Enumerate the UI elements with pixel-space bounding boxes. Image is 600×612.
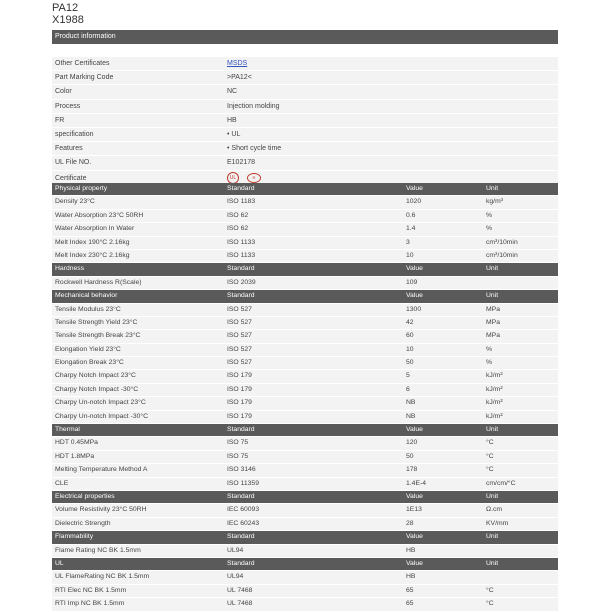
property-value: 1.4E-4 bbox=[406, 479, 427, 487]
property-name: Elongation Yield 23°C bbox=[55, 345, 121, 353]
info-value: • UL bbox=[227, 130, 241, 138]
property-standard: ISO 527 bbox=[227, 359, 252, 367]
property-unit: kJ/m² bbox=[486, 412, 503, 420]
section-header bbox=[52, 183, 558, 196]
table-row bbox=[52, 571, 558, 584]
property-value: 65 bbox=[406, 586, 414, 594]
material-name: PA12 bbox=[52, 2, 79, 14]
table-row bbox=[52, 317, 558, 330]
property-standard: UL 7468 bbox=[227, 600, 253, 608]
table-row bbox=[52, 504, 558, 517]
table-row bbox=[52, 210, 558, 223]
property-standard: ISO 179 bbox=[227, 412, 252, 420]
info-row bbox=[52, 142, 558, 156]
table-row bbox=[52, 518, 558, 531]
property-standard: IEC 60243 bbox=[227, 519, 260, 527]
info-row bbox=[52, 85, 558, 99]
property-value: 10 bbox=[406, 251, 414, 259]
property-standard: ISO 527 bbox=[227, 305, 252, 313]
property-unit: kJ/m² bbox=[486, 399, 503, 407]
section-title: Electrical properties bbox=[55, 492, 115, 500]
property-value: 65 bbox=[406, 600, 414, 608]
property-unit: °C bbox=[486, 466, 494, 474]
property-value: 50 bbox=[406, 452, 414, 460]
property-name: Rockwell Hardness R(Scale) bbox=[55, 278, 142, 286]
property-name: CLE bbox=[55, 479, 69, 487]
column-standard: Standard bbox=[227, 533, 255, 541]
info-row bbox=[52, 71, 558, 85]
table-row bbox=[52, 196, 558, 209]
section-title: UL bbox=[55, 559, 64, 567]
property-standard: ISO 3146 bbox=[227, 466, 256, 474]
info-key: Process bbox=[55, 102, 81, 110]
property-standard: ISO 2039 bbox=[227, 278, 256, 286]
property-standard: ISO 1183 bbox=[227, 198, 256, 206]
property-standard: ISO 179 bbox=[227, 372, 252, 380]
section-title: Thermal bbox=[55, 426, 80, 434]
section-title: Flammability bbox=[55, 533, 94, 541]
property-standard: ISO 527 bbox=[227, 332, 252, 340]
column-value: Value bbox=[406, 426, 423, 434]
info-key: FR bbox=[55, 116, 65, 124]
property-unit: % bbox=[486, 225, 493, 233]
column-unit: Unit bbox=[486, 533, 499, 541]
property-unit: % bbox=[486, 359, 493, 367]
property-name: Tensile Strength Yield 23°C bbox=[55, 318, 138, 326]
table-row bbox=[52, 545, 558, 558]
column-value: Value bbox=[406, 265, 423, 273]
column-unit: Unit bbox=[486, 265, 499, 273]
table-row bbox=[52, 250, 558, 263]
section-header bbox=[52, 491, 558, 504]
table-row bbox=[52, 357, 558, 370]
property-value: NB bbox=[406, 412, 416, 420]
property-value: 42 bbox=[406, 318, 414, 326]
rohs-cert-icon[interactable]: R bbox=[247, 173, 261, 183]
property-standard: ISO 179 bbox=[227, 385, 252, 393]
property-table bbox=[52, 183, 558, 612]
property-unit: % bbox=[486, 211, 493, 219]
property-unit: °C bbox=[486, 439, 494, 447]
table-row bbox=[52, 330, 558, 343]
property-unit: kJ/m² bbox=[486, 372, 503, 380]
property-standard: IEC 60093 bbox=[227, 506, 260, 514]
property-name: Flame Rating NC BK 1.5mm bbox=[55, 546, 141, 554]
property-name: Elongation Break 23°C bbox=[55, 359, 124, 367]
info-key: Other Certificates bbox=[55, 60, 110, 67]
column-standard: Standard bbox=[227, 265, 255, 273]
info-value: >PA12< bbox=[227, 74, 252, 82]
info-value: Injection molding bbox=[227, 102, 280, 110]
product-title bbox=[52, 2, 84, 26]
section-header bbox=[52, 531, 558, 544]
property-unit: kg/m³ bbox=[486, 198, 503, 206]
column-standard: Standard bbox=[227, 185, 255, 192]
property-unit: °C bbox=[486, 600, 494, 608]
property-unit: cm/cm/°C bbox=[486, 479, 516, 487]
property-value: 109 bbox=[406, 278, 418, 286]
property-name: RTI Elec NC BK 1.5mm bbox=[55, 586, 127, 594]
property-value: 60 bbox=[406, 332, 414, 340]
property-standard: ISO 11359 bbox=[227, 479, 259, 487]
column-standard: Standard bbox=[227, 292, 255, 300]
info-value: E102178 bbox=[227, 159, 256, 167]
info-key: Part Marking Code bbox=[55, 74, 114, 82]
property-value: 28 bbox=[406, 519, 414, 527]
table-row bbox=[52, 384, 558, 397]
property-standard: UL 7468 bbox=[227, 586, 253, 594]
property-name: Water Absorption In Water bbox=[55, 225, 135, 233]
column-standard: Standard bbox=[227, 426, 255, 434]
table-row bbox=[52, 223, 558, 236]
table-row bbox=[52, 451, 558, 464]
property-name: Tensile Strength Break 23°C bbox=[55, 332, 141, 340]
info-row bbox=[52, 128, 558, 142]
property-value: 178 bbox=[406, 466, 418, 474]
property-unit: cm³/10min bbox=[486, 251, 518, 259]
property-name: Melt Index 230°C 2.16kg bbox=[55, 251, 130, 259]
column-unit: Unit bbox=[486, 292, 499, 300]
section-title: Physical property bbox=[55, 185, 108, 192]
property-unit: MPa bbox=[486, 318, 500, 326]
property-standard: ISO 1133 bbox=[227, 251, 256, 259]
property-name: Density 23°C bbox=[55, 198, 95, 206]
property-standard: ISO 75 bbox=[227, 452, 249, 460]
info-row bbox=[52, 57, 558, 71]
property-value: 10 bbox=[406, 345, 414, 353]
property-unit: °C bbox=[486, 452, 494, 460]
property-standard: ISO 62 bbox=[227, 211, 249, 219]
property-name: HDT 0.45MPa bbox=[55, 439, 98, 447]
info-value: NC bbox=[227, 88, 238, 96]
property-name: Tensile Modulus 23°C bbox=[55, 305, 121, 313]
info-value: HB bbox=[227, 116, 237, 124]
info-row bbox=[52, 114, 558, 128]
property-value: 1020 bbox=[406, 198, 422, 206]
property-standard: UL94 bbox=[227, 546, 244, 554]
column-unit: Unit bbox=[486, 185, 499, 192]
property-unit: % bbox=[486, 345, 493, 353]
property-value: 0.6 bbox=[406, 211, 416, 219]
table-row bbox=[52, 277, 558, 290]
property-unit: MPa bbox=[486, 305, 500, 313]
property-value: HB bbox=[406, 573, 416, 581]
info-value: • Short cycle time bbox=[227, 145, 282, 153]
table-row bbox=[52, 304, 558, 317]
section-header bbox=[52, 424, 558, 437]
property-value: 1E13 bbox=[406, 506, 422, 514]
ul-cert-icon[interactable]: UL bbox=[227, 172, 239, 184]
property-name: Charpy Notch Impact -30°C bbox=[55, 385, 139, 393]
property-standard: ISO 527 bbox=[227, 318, 252, 326]
property-name: Charpy Notch Impact 23°C bbox=[55, 372, 136, 380]
property-unit: KV/mm bbox=[486, 519, 509, 527]
property-unit: MPa bbox=[486, 332, 500, 340]
column-value: Value bbox=[406, 185, 423, 192]
msds-link[interactable]: MSDS bbox=[227, 60, 248, 67]
property-name: Dielectric Strength bbox=[55, 519, 111, 527]
property-name: Charpy Un-notch Impact -30°C bbox=[55, 412, 149, 420]
column-unit: Unit bbox=[486, 492, 499, 500]
section-title: Hardness bbox=[55, 265, 85, 273]
property-name: Water Absorption 23°C 50RH bbox=[55, 211, 144, 219]
section-header bbox=[52, 263, 558, 276]
property-value: 5 bbox=[406, 372, 410, 380]
property-standard: UL94 bbox=[227, 573, 244, 581]
column-value: Value bbox=[406, 492, 423, 500]
property-unit: °C bbox=[486, 586, 494, 594]
property-name: UL FlameRating NC BK 1.5mm bbox=[55, 573, 150, 581]
table-row bbox=[52, 478, 558, 491]
section-title: Mechanical behavior bbox=[55, 292, 118, 300]
info-key: Certificate bbox=[55, 174, 87, 182]
property-name: Melt Index 190°C 2.16kg bbox=[55, 238, 130, 246]
property-name: RTI Imp NC BK 1.5mm bbox=[55, 600, 125, 608]
product-info-table bbox=[52, 57, 558, 188]
property-name: HDT 1.8MPa bbox=[55, 452, 95, 460]
column-standard: Standard bbox=[227, 559, 255, 567]
section-header bbox=[52, 558, 558, 571]
column-value: Value bbox=[406, 292, 423, 300]
table-row bbox=[52, 437, 558, 450]
property-value: 50 bbox=[406, 359, 414, 367]
info-row bbox=[52, 156, 558, 170]
property-value: NB bbox=[406, 399, 416, 407]
property-standard: ISO 179 bbox=[227, 399, 252, 407]
info-row bbox=[52, 100, 558, 114]
property-standard: ISO 62 bbox=[227, 225, 249, 233]
property-value: 3 bbox=[406, 238, 410, 246]
property-value: HB bbox=[406, 546, 416, 554]
property-standard: ISO 527 bbox=[227, 345, 252, 353]
info-key: UL File NO. bbox=[55, 159, 92, 167]
table-row bbox=[52, 237, 558, 250]
table-row bbox=[52, 585, 558, 598]
property-value: 6 bbox=[406, 385, 410, 393]
info-key: Features bbox=[55, 145, 83, 153]
column-value: Value bbox=[406, 533, 423, 541]
property-unit: kJ/m² bbox=[486, 385, 503, 393]
property-value: 1300 bbox=[406, 305, 422, 313]
property-unit: cm³/10min bbox=[486, 238, 518, 246]
column-standard: Standard bbox=[227, 492, 255, 500]
table-row bbox=[52, 598, 558, 611]
property-name: Melting Temperature Method A bbox=[55, 466, 148, 474]
table-row bbox=[52, 344, 558, 357]
property-name: Volume Resistivity 23°C 50RH bbox=[55, 506, 147, 514]
property-value: 1.4 bbox=[406, 225, 416, 233]
product-info-header: Product information bbox=[52, 30, 558, 44]
column-unit: Unit bbox=[486, 559, 499, 567]
table-row bbox=[52, 370, 558, 383]
table-row bbox=[52, 411, 558, 424]
info-key: Color bbox=[55, 88, 72, 96]
property-standard: ISO 1133 bbox=[227, 238, 256, 246]
property-unit: Ω.cm bbox=[486, 506, 503, 514]
section-header bbox=[52, 290, 558, 303]
info-key: specification bbox=[55, 130, 94, 138]
grade-name: X1988 bbox=[52, 14, 84, 26]
property-name: Charpy Un-notch Impact 23°C bbox=[55, 399, 146, 407]
column-unit: Unit bbox=[486, 426, 499, 434]
property-standard: ISO 75 bbox=[227, 439, 249, 447]
column-value: Value bbox=[406, 559, 423, 567]
property-value: 120 bbox=[406, 439, 418, 447]
table-row bbox=[52, 464, 558, 477]
table-row bbox=[52, 397, 558, 410]
